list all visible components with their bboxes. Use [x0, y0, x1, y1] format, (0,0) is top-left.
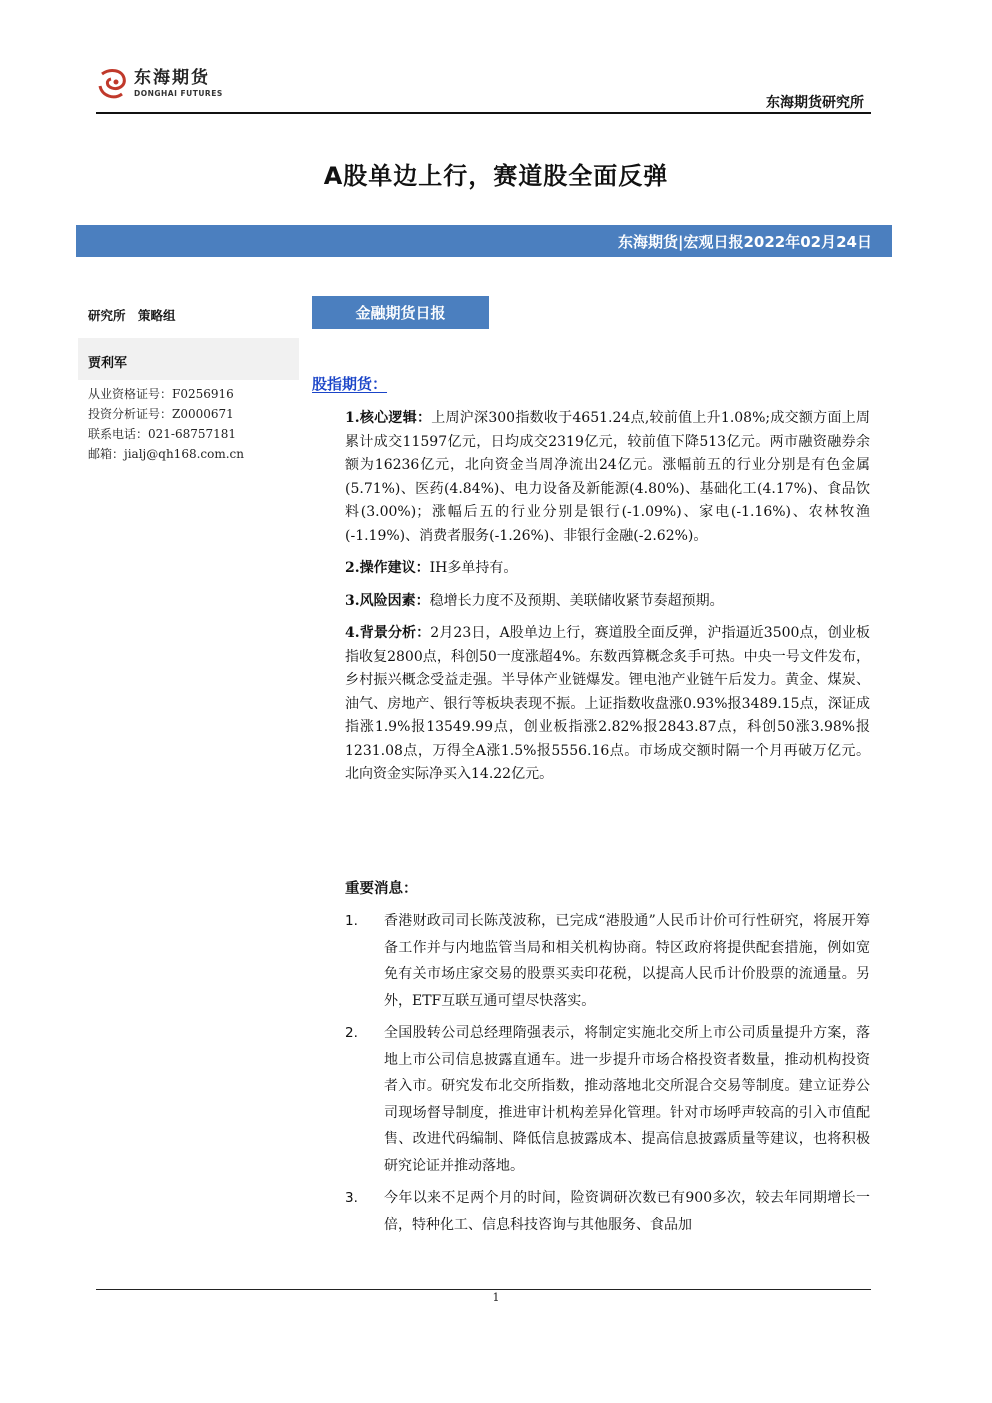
list-item — [345, 1020, 870, 1179]
background-paragraph — [345, 622, 870, 787]
paragraph-label: 4.背景分析： — [345, 625, 431, 641]
list-item-text: 全国股转公司总经理隋强表示，将制定实施北交所上市公司质量提升方案，落地上市公司信息披露直通车。进一步提升市场合格投资者数量，推动机构投资者入市。研究发布北交所指数，推动落地北交所混合交易等制度。建立证券公司现场督导制度，推进审计机构差异化管理。针对市场呼声较高的引入市值配售、改进代码编制、降低信息披露成本、提高信息披露质量等建议，也将积极研究论证并推动落地。 — [384, 1025, 870, 1174]
core-logic-paragraph — [345, 407, 870, 548]
company-logo — [96, 66, 223, 102]
author-sidebar — [88, 306, 299, 464]
list-item-text: 今年以来不足两个月的时间，险资调研次数已有900多次，较去年同期增长一倍，特种化工、信息科技咨询与其他服务、食品加 — [384, 1190, 870, 1233]
paragraph-text: 2月23日，A股单边上行，赛道股全面反弹，沪指逼近3500点，创业板指收复2800点，科创50一度涨超4%。东数西算概念炙手可热。中央一号文件发布，乡村振兴概念受益走强。半导体产业链爆发。锂电池产业链午后发力。黄金、煤炭、油气、房地产、银行等板块表现不振。上证指数收盘涨0.93%报3489.15点，深证成指涨1.9%报13549.99点，创业板指涨2.82%报2843.87点，科创50涨3.98%报1231.08点，万得全A涨1.5%报5556.16点。市场成交额时隔一个月再破万亿元。北向资金实际净买入14.22亿元。 — [345, 625, 870, 782]
news-heading: 重要消息： — [345, 880, 418, 897]
paragraph-label: 3.风险因素： — [345, 592, 430, 609]
trade-advice-paragraph — [345, 557, 870, 581]
author-box — [78, 338, 299, 380]
stock-index-futures-heading: 股指期货： — [312, 375, 388, 393]
logo-chinese-text: 东海期货 — [134, 68, 210, 89]
analysis-body — [345, 407, 870, 796]
contact-email: 邮箱：jialj@qh168.com.cn — [88, 447, 244, 461]
list-item-number: 3. — [345, 1190, 358, 1206]
logo-english-text: DONGHAI FUTURES — [134, 89, 223, 99]
author-credentials — [88, 384, 299, 464]
header-divider — [96, 112, 871, 114]
contact-phone: 联系电话：021-68757181 — [88, 427, 237, 441]
paragraph-label: 2.操作建议： — [345, 560, 430, 576]
document-title: A股单边上行，赛道股全面反弹 — [323, 162, 669, 190]
section-tag: 金融期货日报 — [312, 296, 489, 329]
paragraph-label: 1.核心逻辑： — [345, 410, 432, 426]
risk-factors-paragraph — [345, 590, 870, 614]
page-number: 1 — [492, 1291, 500, 1304]
paragraph-text: 稳增长力度不及预期、美联储收紧节奏超预期。 — [429, 592, 724, 609]
banner-text: 东海期货|宏观日报2022年02月24日 — [618, 233, 872, 251]
paragraph-text: IH多单持有。 — [429, 560, 518, 576]
list-item — [345, 908, 870, 1014]
author-name: 贾利军 — [88, 356, 128, 371]
department-label: 研究所 策略组 — [88, 308, 176, 323]
donghai-logo-icon — [96, 66, 130, 102]
list-item-text: 香港财政司司长陈茂波称，已完成“港股通”人民币计价可行性研究，将展开筹备工作并与内地监管当局和相关机构协商。特区政府将提供配套措施，例如宽免有关市场庄家交易的股票买卖印花税，以提高人民币计价股票的流通量。另外，ETF互联互通可望尽快落实。 — [384, 913, 870, 1009]
list-item-number: 2. — [345, 1025, 358, 1041]
footer-divider — [96, 1289, 871, 1290]
header-institute-name: 东海期货研究所 — [766, 95, 864, 111]
news-list — [345, 908, 870, 1244]
analyst-certificate-number: 投资分析证号：Z0000671 — [88, 407, 234, 421]
report-banner — [76, 225, 892, 257]
qualification-number: 从业资格证号：F0256916 — [88, 387, 234, 401]
list-item-number: 1. — [345, 913, 358, 929]
list-item — [345, 1185, 870, 1238]
paragraph-text: 上周沪深300指数收于4651.24点,较前值上升1.08%;成交额方面上周累计成交11597亿元，日均成交2319亿元，较前值下降513亿元。两市融资融券余额为16236亿元，北向资金当周净流出24亿元。涨幅前五的行业分别是有色金属(5.71%)、医药(4.84%)、电力设备及新能源(4.80%)、基础化工(4.17%)、食品饮料(3.00%)；涨幅后五的行业分别是银行(-1.09%)、家电(-1.16%)、农林牧渔(-1.19%)、消费者服务(-1.26%)、非银行金融(-2.62%)。 — [345, 410, 870, 544]
